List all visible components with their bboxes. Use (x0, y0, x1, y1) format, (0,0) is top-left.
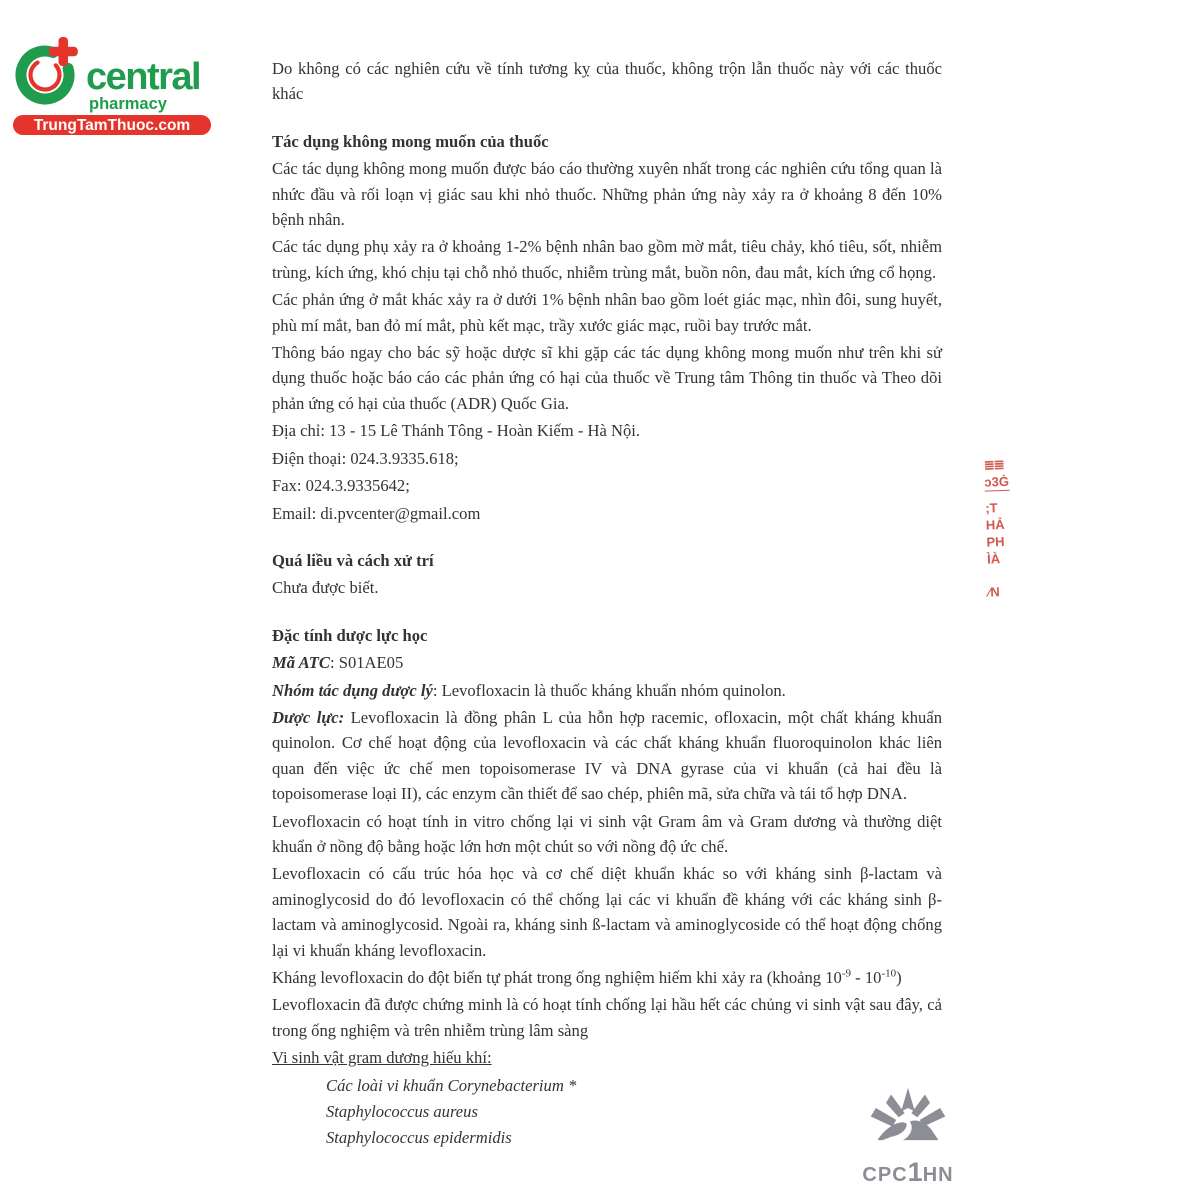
adverse-paragraph-1: Các tác dụng không mong muốn được báo cáo thường xuyên nhất trong các nghiên cứu tổng quan là nhức đầu và rối loạn vị giác sau khi nhỏ thuốc. Những phản ứng này xảy ra ở khoảng 8 đến 10% bệnh nhân. (272, 159, 942, 230)
organism-item-3: Staphylococcus epidermidis (326, 1128, 512, 1148)
resistance-text-mid: - 10 (851, 968, 882, 987)
resistance-superscript-1: -9 (841, 967, 852, 980)
stamp-fragment-line: PH (986, 533, 1005, 550)
invitro-paragraph: Levofloxacin có hoạt tính in vitro chống lại vi sinh vật Gram âm và Gram dương và thường diệt khuẩn ở nồng độ bằng hoặc lớn hơn một chút so với nồng độ ức chế. (272, 811, 942, 856)
resistance-text: Kháng levofloxacin do đột biến tự phát trong ống nghiệm hiếm khi xảy ra (khoảng 10 (272, 968, 842, 987)
logo-plus-icon (49, 37, 78, 66)
central-pharmacy-logo (12, 34, 217, 143)
adverse-paragraph-3: Các phản ứng ở mắt khác xảy ra ở dưới 1% bệnh nhân bao gồm loét giác mạc, nhìn đôi, sung huyết, phù mí mắt, ban đỏ mí mắt, phù kết mạc, trầy xước giác mạc, ruồi bay trước mắt. (272, 290, 942, 335)
atc-label: Mã ATC (272, 653, 330, 673)
adr-address-line: Địa chỉ: 13 - 15 Lê Thánh Tông - Hoàn Kiếm - Hà Nội. (272, 421, 641, 441)
red-stamp-fragment (983, 455, 1022, 600)
section-heading-adverse-effects: Tác dụng không mong muốn của thuốc (272, 131, 549, 151)
intro-paragraph: Do không có các nghiên cứu về tính tương kỵ của thuốc, không trộn lẫn thuốc này với các thuốc khác (272, 59, 942, 104)
atc-code-line (272, 650, 942, 675)
adr-phone-line: Điện thoại: 024.3.9335.618; (272, 448, 459, 468)
brand-name: central (86, 56, 201, 98)
cpc1hn-label (842, 1157, 974, 1188)
adr-email-line: Email: di.pvcenter@gmail.com (272, 503, 481, 523)
overdose-paragraph: Chưa được biết. (272, 578, 379, 598)
pharm-force-label: Dược lực: (272, 707, 345, 727)
adr-fax-line: Fax: 024.3.9335642; (272, 476, 410, 496)
proven-activity-paragraph: Levofloxacin đã được chứng minh là có hoạt tính chống lại hầu hết các chủng vi sinh vật sau đây, cả trong ống nghiệm và trên nhiễm trùng lâm sàng (272, 995, 942, 1040)
organism-item-2: Staphylococcus aureus (326, 1102, 478, 1122)
cpc1hn-logo (842, 1086, 974, 1188)
stamp-fragment-line: ⁄N (987, 584, 1001, 600)
organism-item-1: Các loài vi khuẩn Corynebacterium * (326, 1075, 577, 1095)
resistance-text-end: ) (896, 968, 902, 987)
section-heading-overdose: Quá liều và cách xử trí (272, 550, 434, 570)
structure-paragraph: Levofloxacin có cấu trúc hóa học và cơ chế diệt khuẩn khác so với kháng sinh β-lactam và aminoglycosid do đó levofloxacin có thể chống lại các vi khuẩn đề kháng với các kháng sinh β-lactam và aminoglycosid. Ngoài ra, kháng sinh ß-lactam và aminoglycoside có thể hoạt động chống lại vi khuẩn kháng levofloxacin. (272, 864, 942, 960)
pharm-force-value: Levofloxacin là đồng phân L của hỗn hợp racemic, ofloxacin, một chất kháng khuẩn quinolon. Cơ chế hoạt động của levofloxacin và các chất kháng khuẩn fluoroquinolon khác liên quan đến việc ức chế men topoisomerase IV và DNA gyrase của vi khuẩn (cả hai đều là topoisomerase loại II), các enzym cần thiết để sao chép, phiên mã, sửa chữa và tái tổ hợp DNA. (272, 707, 942, 804)
stamp-fragment-line: HẢ (985, 516, 1005, 533)
pharm-group-value: : Levofloxacin là thuốc kháng khuẩn nhóm quinolon. (432, 680, 786, 700)
resistance-paragraph (272, 965, 942, 990)
section-heading-pharmacodynamics: Đặc tính dược lực học (272, 625, 428, 645)
cpc-label-part2: 1 (907, 1157, 923, 1187)
cpc1hn-mountain-icon (848, 1086, 968, 1152)
pharm-group-line (272, 678, 942, 703)
atc-value: : S01AE05 (329, 653, 404, 673)
adverse-paragraph-4: Thông báo ngay cho bác sỹ hoặc dược sĩ khi gặp các tác dụng không mong muốn như trên khi sử dụng thuốc hoặc báo cáo các phản ứng có hại của thuốc về Trung tâm Thông tin thuốc và Theo dõi phản ứng có hại của thuốc (ADR) Quốc Gia. (272, 343, 942, 413)
stamp-fragment-line: ≣≣ (983, 456, 1004, 473)
brand-sub: pharmacy (89, 95, 167, 113)
adverse-paragraph-2: Các tác dụng phụ xảy ra ở khoảng 1-2% bệnh nhân bao gồm mờ mắt, tiêu chảy, khó tiêu, sốt, nhiễm trùng, kích ứng, khó chịu tại chỗ nhỏ thuốc, nhiễm trùng mắt, buồn nôn, đau mắt, kích ứng cổ họng. (272, 237, 942, 282)
brand-badge-text: TrungTamThuoc.com (33, 117, 191, 134)
pharm-group-label: Nhóm tác dụng dược lý (272, 680, 433, 700)
central-pharmacy-logo-graphic (12, 34, 217, 138)
leaflet-text-column (272, 56, 942, 1152)
stamp-fragment-line: ɔ3Ġ (984, 473, 1010, 490)
gram-positive-heading: Vi sinh vật gram dương hiếu khí: (272, 1048, 492, 1068)
stamp-fragment-line: ;T (985, 500, 998, 516)
cpc-label-part3: HN (922, 1164, 954, 1186)
resistance-superscript-2: -10 (881, 967, 897, 980)
pharm-force-paragraph (272, 705, 942, 807)
cpc-label-part1: CPC (862, 1164, 908, 1186)
stamp-fragment-line: ÌÀ (986, 551, 1001, 567)
